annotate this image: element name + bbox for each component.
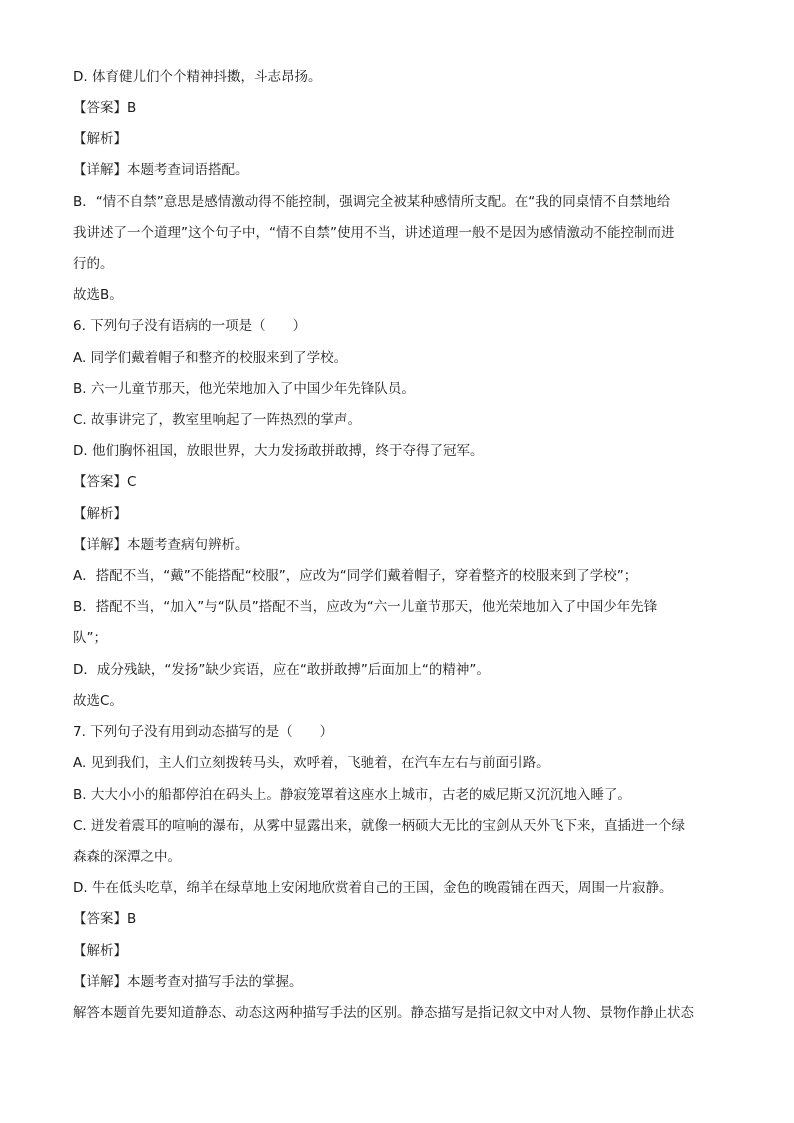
analysis-label-q6: 【解析】	[73, 506, 127, 522]
answer-label-q5: 【答案】B	[73, 100, 137, 116]
option-c-q6: C. 故事讲完了，教室里响起了一阵热烈的掌声。	[73, 412, 362, 428]
analysis-label-q7: 【解析】	[73, 943, 127, 959]
detail-text-q6-b-2: 队”；	[73, 630, 107, 646]
option-b-q7: B. 大大小小的船都停泊在码头上。静寂笼罩着这座水上城市，古老的威尼斯又沉沉地入睡了。	[73, 787, 631, 803]
answer-label-q7: 【答案】B	[73, 911, 137, 927]
detail-text-q5-3: 行的。	[73, 256, 114, 272]
conclusion-q5: 故选B。	[73, 287, 123, 303]
detail-text-q6-b-1: B．搭配不当，“加入”与“队员”搭配不当，应改为“六一儿童节那天，他光荣地加入了中国少年先锋	[73, 599, 658, 615]
question-7: 7. 下列句子没有用到动态描写的是（ ）	[73, 724, 334, 740]
analysis-label-q5: 【解析】	[73, 131, 127, 147]
option-d-q5: D. 体育健儿们个个精神抖擞，斗志昂扬。	[73, 69, 322, 85]
option-c-q7-1: C. 迸发着震耳的喧响的瀑布，从雾中显露出来，就像一柄硕大无比的宝剑从天外飞下来，直插进一个绿	[73, 818, 686, 834]
option-d-q6: D. 他们胸怀祖国，放眼世界，大力发扬敢拼敢搏，终于夺得了冠军。	[73, 443, 484, 459]
detail-heading-q7: 【详解】本题考查对描写手法的掌握。	[73, 974, 303, 990]
option-a-q6: A. 同学们戴着帽子和整齐的校服来到了学校。	[73, 350, 348, 366]
detail-heading-q6: 【详解】本题考查病句辨析。	[73, 537, 249, 553]
detail-heading-q5: 【详解】本题考查词语搭配。	[73, 162, 249, 178]
option-a-q7: A. 见到我们，主人们立刻拨转马头，欢呼着，飞驰着，在汽车左右与前面引路。	[73, 755, 550, 771]
conclusion-q6: 故选C。	[73, 693, 123, 709]
option-b-q6: B. 六一儿童节那天，他光荣地加入了中国少年先锋队员。	[73, 381, 415, 397]
detail-text-q5-1: B．“情不自禁”意思是感情激动得不能控制，强调完全被某种感情所支配。在“我的同桌情不自禁地给	[73, 194, 671, 210]
detail-text-q6-d: D．成分残缺，“发扬”缺少宾语，应在“敢拼敢搏”后面加上“的精神”。	[73, 662, 490, 678]
answer-label-q6: 【答案】C	[73, 474, 137, 490]
question-6: 6. 下列句子没有语病的一项是（ ）	[73, 318, 307, 334]
option-c-q7-2: 森森的深潭之中。	[73, 849, 181, 865]
detail-text-q7-1: 解答本题首先要知道静态、动态这两种描写手法的区别。静态描写是指记叙文中对人物、景物作静止状态	[73, 1005, 694, 1021]
detail-text-q6-a: A．搭配不当，“戴”不能搭配“校服”，应改为“同学们戴着帽子，穿着整齐的校服来到了学校”；	[73, 568, 638, 584]
option-d-q7: D. 牛在低头吃草，绵羊在绿草地上安闲地欣赏着自己的王国，金色的晚霞铺在西天，周围一片寂静。	[73, 880, 673, 896]
detail-text-q5-2: 我讲述了一个道理”这个句子中，“情不自禁”使用不当，讲述道理一般不是因为感情激动不能控制而进	[73, 225, 675, 241]
